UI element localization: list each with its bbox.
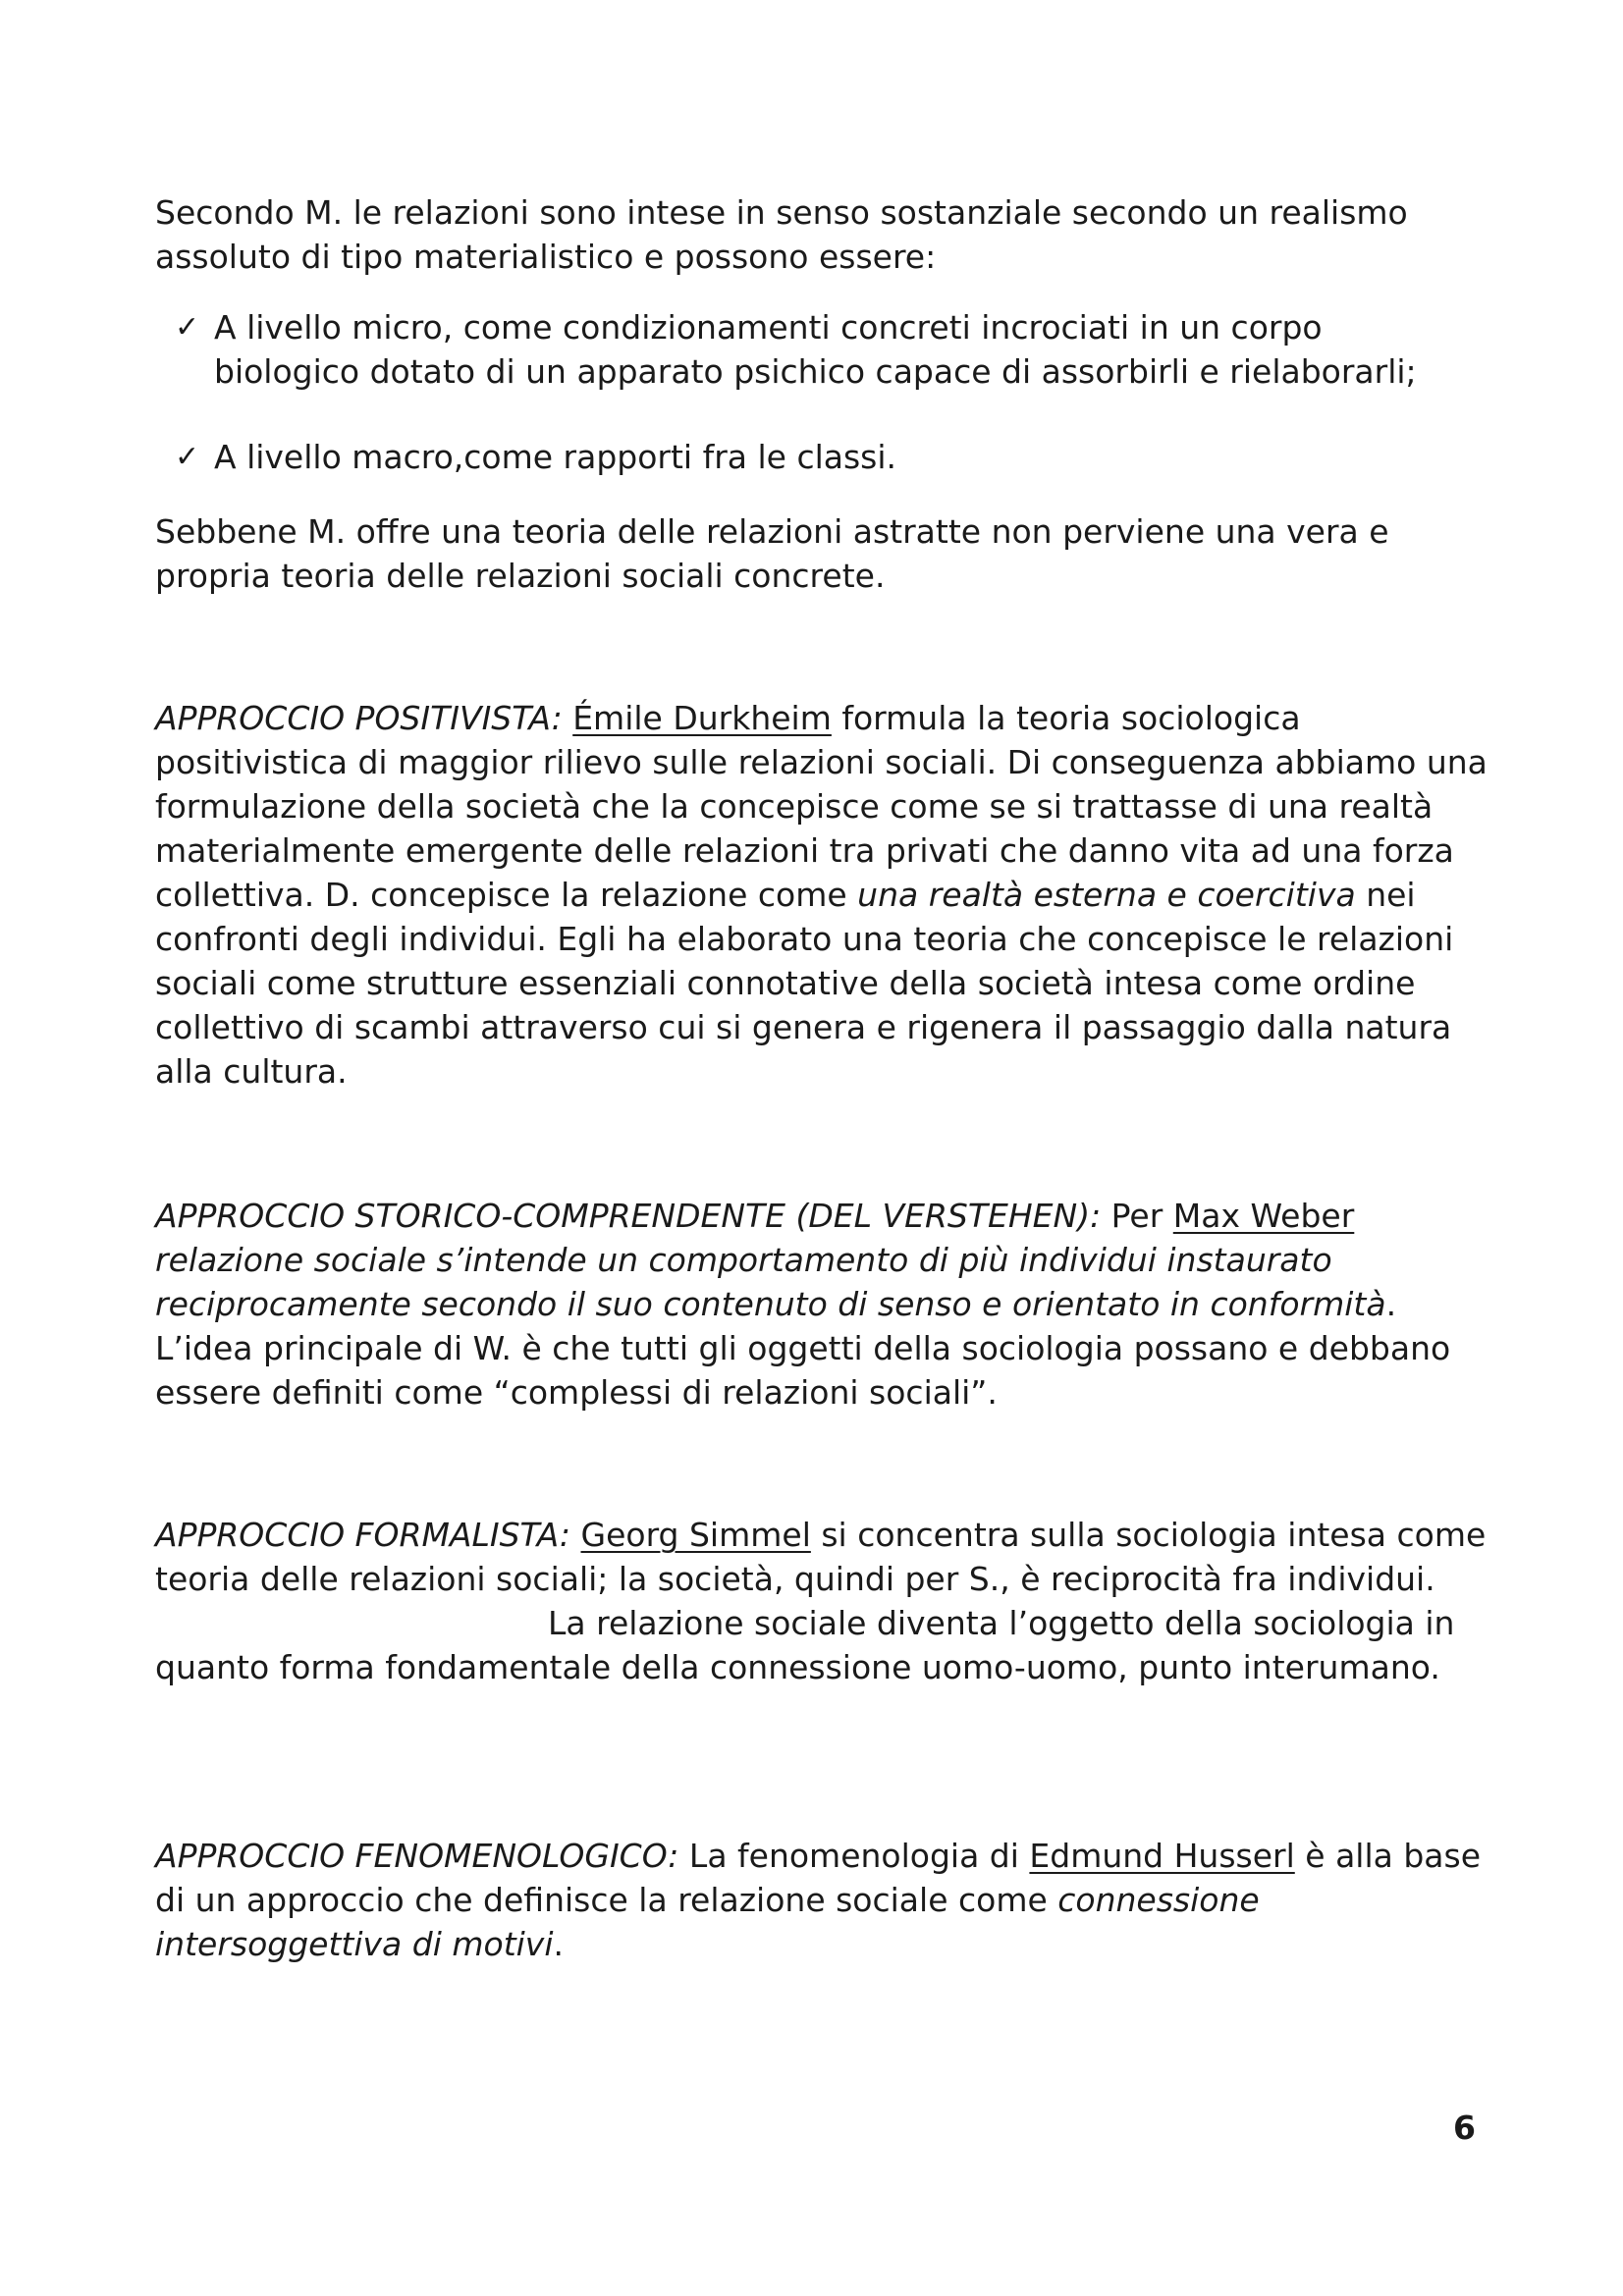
- husserl-link[interactable]: Edmund Husserl: [1029, 1837, 1295, 1875]
- storico-emphasis: relazione sociale s’intende un comportamento di più individui instaurato reciprocamente secondo il suo contenuto di senso e orientato in conformità: [155, 1241, 1386, 1323]
- bullet-item-micro: ✓ A livello micro, come condizionamenti concreti incrociati in un corpo biologico dotato di un apparato psichico capace di assorbirli e rielaborarli;: [214, 305, 1432, 394]
- formalista-paragraph: APPROCCIO FORMALISTA: Georg Simmel si concentra sulla sociologia intesa come teoria delle relazioni sociali; la società, quindi per S., è reciprocità fra individui.La relazione sociale diventa l’oggetto della sociologia in quanto forma fondamentale della connessione uomo-uomo, punto interumano.: [155, 1516, 1487, 1686]
- positivista-emphasis: una realtà esterna e coercitiva: [857, 876, 1356, 914]
- storico-paragraph: APPROCCIO STORICO-COMPRENDENTE (DEL VERSTEHEN): Per Max Weber relazione sociale s’intende un comportamento di più individui instaurato reciprocamente secondo il suo contenuto di senso e orientato in conformità. L’idea principale di W. è che tutti gli oggetti della sociologia possano e debbano essere definiti come “complessi di relazioni sociali”.: [155, 1197, 1451, 1412]
- fenomenologico-paragraph: APPROCCIO FENOMENOLOGICO: La fenomenologia di Edmund Husserl è alla base di un approccio che definisce la relazione sociale come connessione intersoggettiva di motivi.: [155, 1837, 1481, 1963]
- positivista-heading: APPROCCIO POSITIVISTA:: [155, 699, 563, 737]
- fenomenologico-emphasis: connessione intersoggettiva di motivi: [155, 1881, 1260, 1963]
- durkheim-link[interactable]: Émile Durkheim: [572, 699, 832, 737]
- check-icon: ✓: [175, 440, 200, 474]
- sebbene-paragraph: Sebbene M. offre una teoria delle relazioni astratte non perviene una vera e propria teoria delle relazioni sociali concrete.: [155, 512, 1389, 595]
- simmel-link[interactable]: Georg Simmel: [580, 1516, 811, 1554]
- weber-link[interactable]: Max Weber: [1172, 1197, 1355, 1235]
- intro-paragraph: Secondo M. le relazioni sono intese in senso sostanziale secondo un realismo assoluto di tipo materialistico e possono essere:: [155, 193, 1408, 276]
- positivista-paragraph: APPROCCIO POSITIVISTA: Émile Durkheim formula la teoria sociologica positivistica di maggior rilievo sulle relazioni sociali. Di conseguenza abbiamo una formulazione della società che la concepisce come se si trattasse di una realtà materialmente emergente delle relazioni tra privati che danno vita ad una forza collettiva. D. concepisce la relazione come una realtà esterna e coercitiva nei confronti degli individui. Egli ha elaborato una teoria che concepisce le relazioni sociali come strutture essenziali connotative della società intesa come ordine collettivo di scambi attraverso cui si genera e rigenera il passaggio dalla natura alla cultura.: [155, 699, 1488, 1091]
- storico-heading: APPROCCIO STORICO-COMPRENDENTE (DEL VERSTEHEN):: [155, 1197, 1102, 1235]
- fenomenologico-heading: APPROCCIO FENOMENOLOGICO:: [155, 1837, 679, 1875]
- page-number: 6: [1453, 2109, 1476, 2147]
- check-icon: ✓: [175, 310, 200, 345]
- bullet-item-macro: ✓ A livello macro,come rapporti fra le classi.: [214, 435, 1432, 479]
- formalista-heading: APPROCCIO FORMALISTA:: [155, 1516, 570, 1554]
